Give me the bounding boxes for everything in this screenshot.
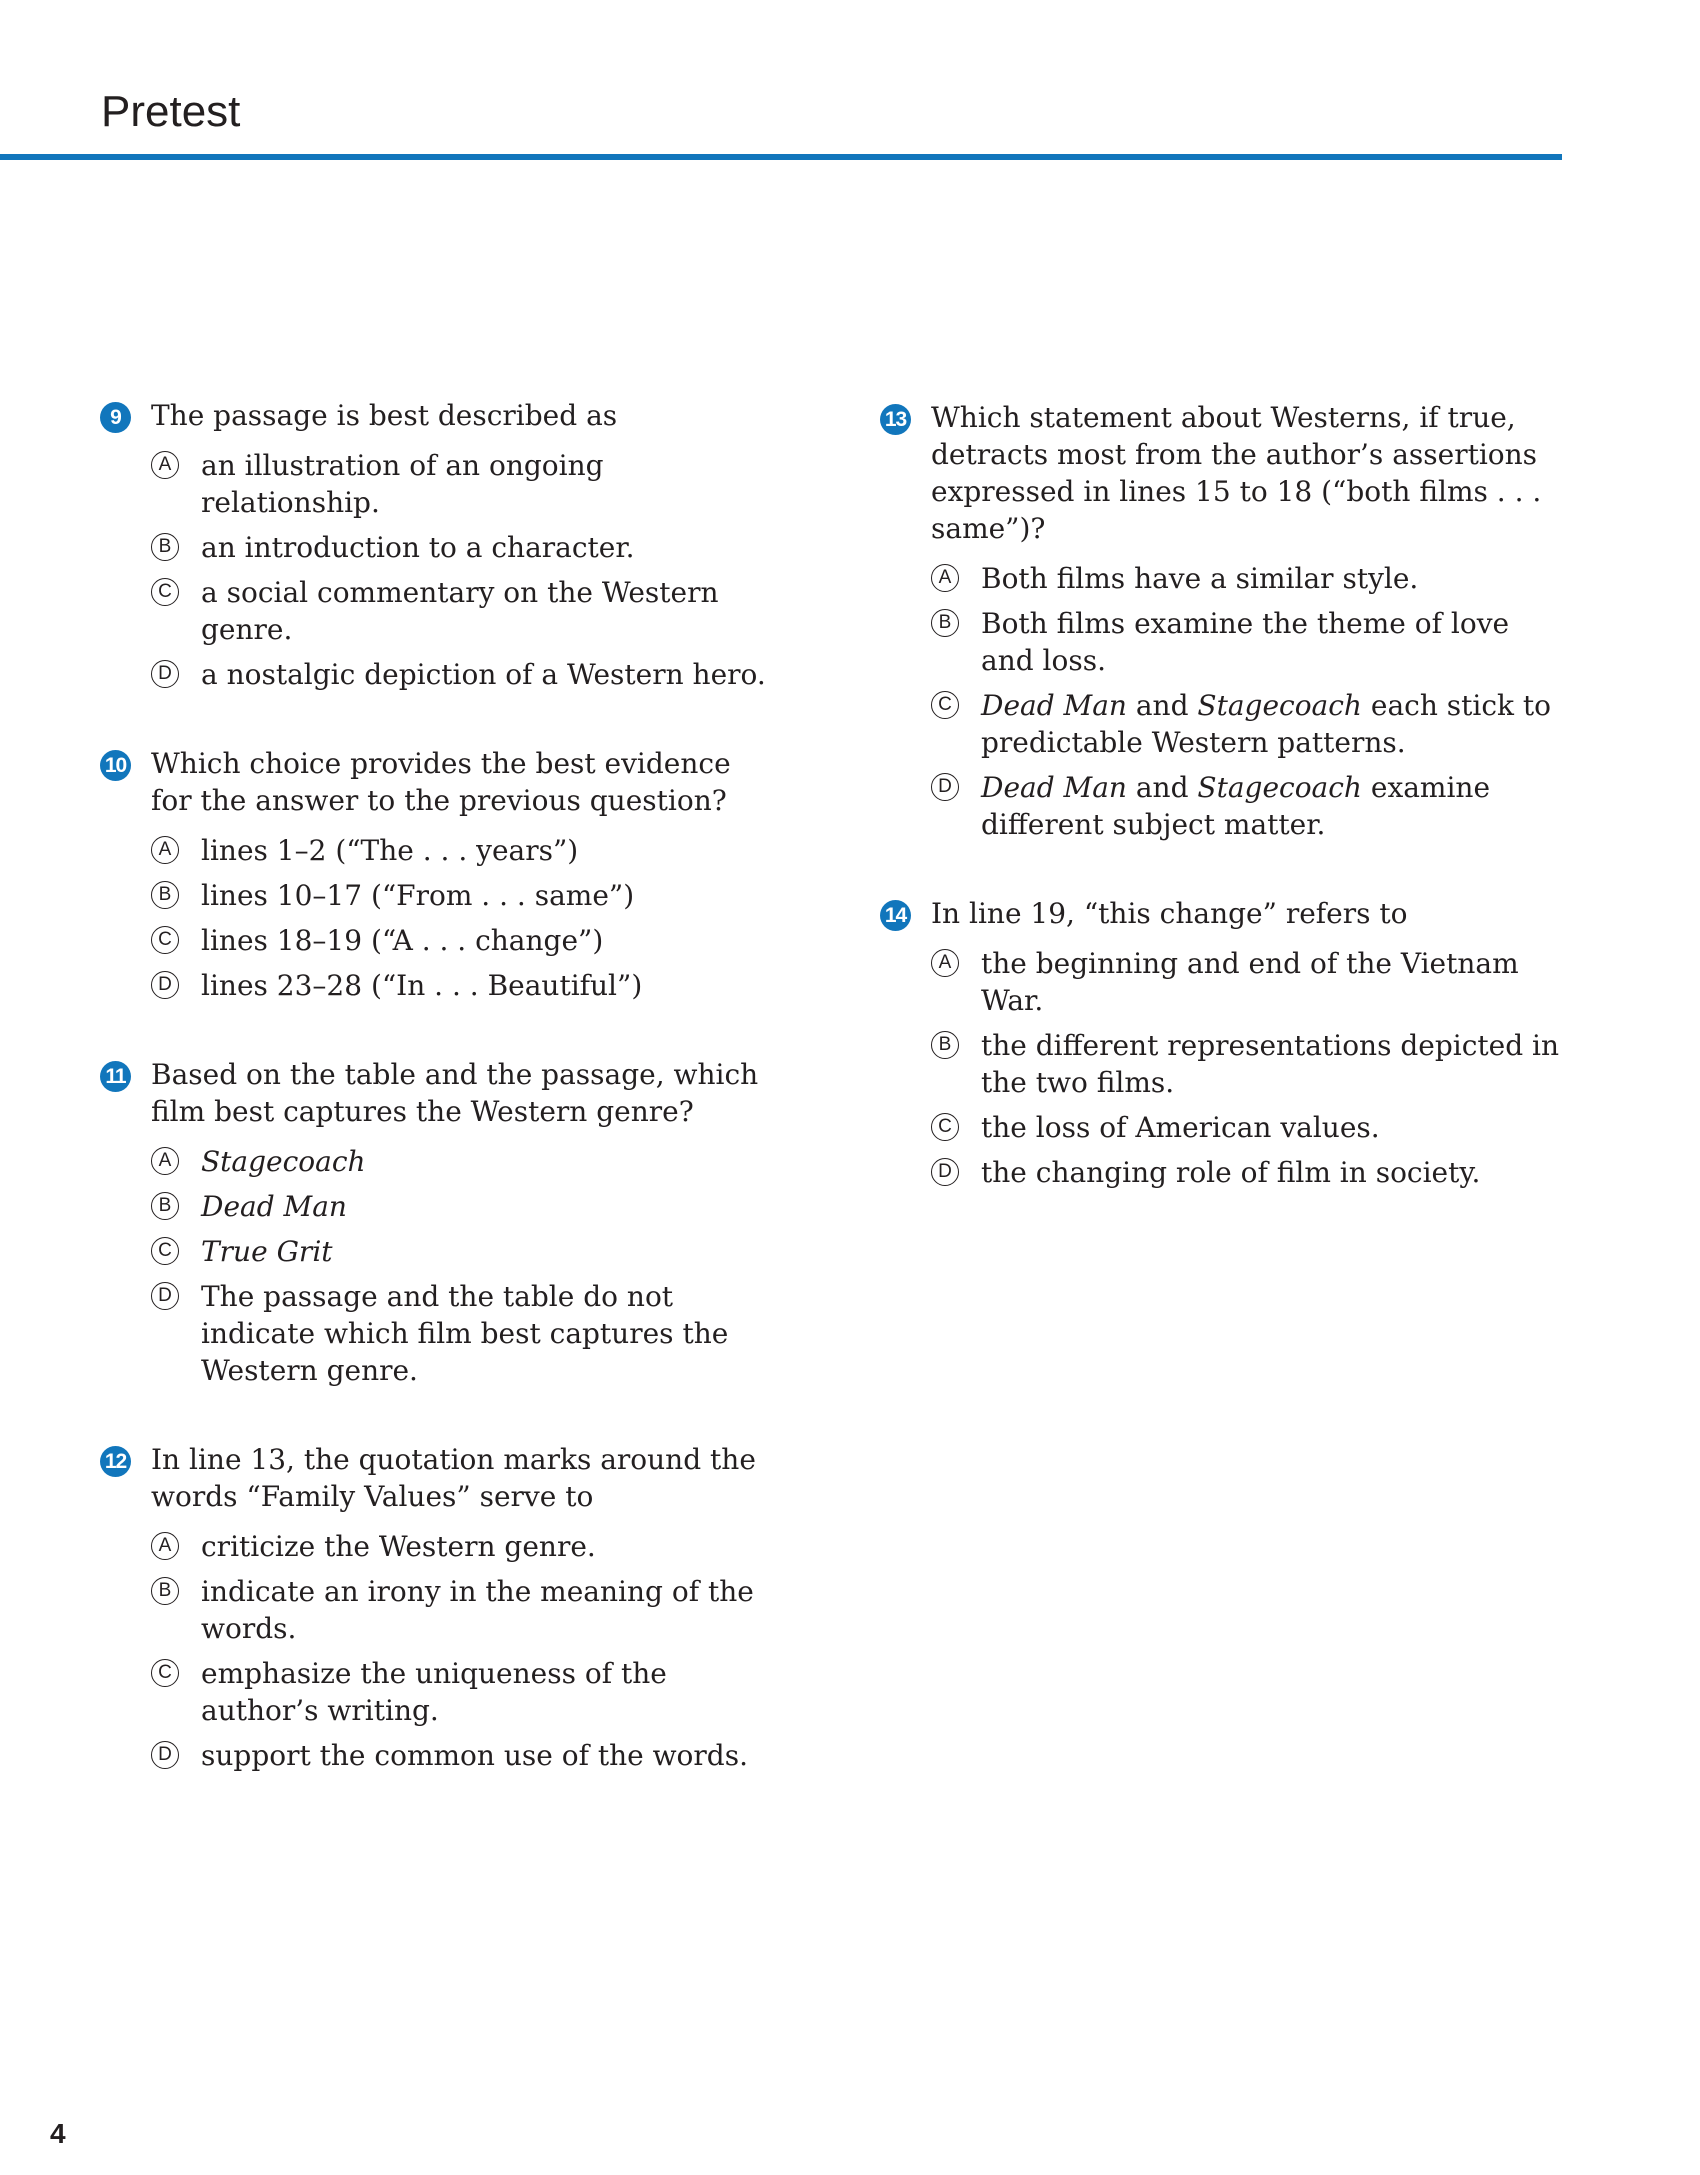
header-rule <box>0 154 1562 160</box>
choice-text: a social commentary on the Western genre. <box>201 576 719 646</box>
choice-bubble[interactable]: A <box>151 836 179 864</box>
choice-bubble[interactable]: B <box>931 1031 959 1059</box>
answer-choice-d[interactable] <box>931 769 1570 843</box>
conjunction: and <box>1126 771 1198 804</box>
answer-choice-b[interactable] <box>151 529 780 566</box>
question-stem: Which choice provides the best evidence for the answer to the previous question? <box>151 747 731 817</box>
answer-choice-b[interactable] <box>151 877 780 914</box>
choice-bubble[interactable]: A <box>151 1532 179 1560</box>
film-title: Stagecoach <box>1197 771 1362 804</box>
choice-text: a nostalgic depiction of a Western hero. <box>201 658 766 691</box>
question-9 <box>100 397 780 693</box>
choice-bubble[interactable]: C <box>151 1237 179 1265</box>
answer-choice-c[interactable] <box>151 574 780 648</box>
answer-choice-c[interactable] <box>151 1233 780 1270</box>
choice-bubble[interactable]: D <box>151 1282 179 1310</box>
question-number-badge: 14 <box>880 900 911 931</box>
answer-choices <box>151 1143 780 1389</box>
answer-choice-a[interactable] <box>151 832 780 869</box>
choice-text: the beginning and end of the Vietnam War. <box>981 947 1519 1017</box>
film-title: Dead Man <box>981 689 1127 722</box>
answer-choice-b[interactable] <box>151 1573 780 1647</box>
answer-choice-b[interactable] <box>931 1027 1570 1101</box>
left-column <box>100 397 780 1826</box>
choice-bubble[interactable]: D <box>151 660 179 688</box>
question-12 <box>100 1441 780 1774</box>
choice-text <box>981 689 1551 759</box>
question-stem: Based on the table and the passage, which film best captures the Western genre? <box>151 1058 759 1128</box>
choice-bubble[interactable]: C <box>151 926 179 954</box>
choice-bubble[interactable]: A <box>151 451 179 479</box>
choice-bubble[interactable]: C <box>151 578 179 606</box>
choice-bubble[interactable]: D <box>931 1158 959 1186</box>
choice-bubble[interactable]: B <box>931 609 959 637</box>
page-title: Pretest <box>101 87 241 136</box>
answer-choice-b[interactable] <box>931 605 1570 679</box>
question-11 <box>100 1056 780 1389</box>
answer-choice-d[interactable] <box>151 1737 780 1774</box>
answer-choice-c[interactable] <box>931 1109 1570 1146</box>
choice-text: lines 23–28 (“In . . . Beautiful”) <box>201 969 643 1002</box>
answer-choice-d[interactable] <box>151 1278 780 1389</box>
question-number-badge: 11 <box>100 1061 131 1092</box>
choice-bubble[interactable]: B <box>151 533 179 561</box>
right-column <box>880 399 1570 1243</box>
choice-bubble[interactable]: C <box>931 1113 959 1141</box>
choice-text: lines 1–2 (“The . . . years”) <box>201 834 579 867</box>
question-stem: Which statement about Westerns, if true, detracts most from the author’s assertions expressed in lines 15 to 18 (“both films . . . same”)? <box>931 401 1542 545</box>
choice-text: Both films examine the theme of love and loss. <box>981 607 1510 677</box>
choice-text: the different representations depicted in the two films. <box>981 1029 1560 1099</box>
answer-choice-d[interactable] <box>151 967 780 1004</box>
choice-text-rest: each stick to predictable Western patterns. <box>981 689 1551 759</box>
choice-text: support the common use of the words. <box>201 1739 748 1772</box>
choice-bubble[interactable]: D <box>151 971 179 999</box>
answer-choice-a[interactable] <box>151 1143 780 1180</box>
answer-choice-b[interactable] <box>151 1188 780 1225</box>
choice-text-rest: examine different subject matter. <box>981 771 1491 841</box>
answer-choices <box>931 560 1570 843</box>
film-title: Stagecoach <box>1197 689 1362 722</box>
question-14 <box>880 895 1570 1191</box>
question-13 <box>880 399 1570 843</box>
choice-bubble[interactable]: C <box>151 1659 179 1687</box>
choice-text: lines 10–17 (“From . . . same”) <box>201 879 635 912</box>
question-number-badge: 10 <box>100 750 131 781</box>
choice-bubble[interactable]: B <box>151 881 179 909</box>
answer-choice-d[interactable] <box>931 1154 1570 1191</box>
answer-choice-a[interactable] <box>931 560 1570 597</box>
answer-choice-d[interactable] <box>151 656 780 693</box>
answer-choice-a[interactable] <box>151 1528 780 1565</box>
answer-choices <box>151 832 780 1004</box>
question-stem: The passage is best described as <box>151 399 618 432</box>
answer-choices <box>931 945 1570 1191</box>
question-number-badge: 13 <box>880 404 911 435</box>
choice-text: an illustration of an ongoing relationship. <box>201 449 604 519</box>
page-number: 4 <box>50 2118 66 2149</box>
choice-text <box>981 771 1490 841</box>
choice-text: lines 18–19 (“A . . . change”) <box>201 924 604 957</box>
choice-text: Stagecoach <box>201 1145 366 1178</box>
choice-text: emphasize the uniqueness of the author’s writing. <box>201 1657 667 1727</box>
question-stem: In line 13, the quotation marks around the words “Family Values” serve to <box>151 1443 756 1513</box>
choice-text: the changing role of film in society. <box>981 1156 1481 1189</box>
answer-choices <box>151 1528 780 1774</box>
film-title: Dead Man <box>981 771 1127 804</box>
choice-bubble[interactable]: B <box>151 1577 179 1605</box>
choice-text: Both films have a similar style. <box>981 562 1419 595</box>
choice-text: criticize the Western genre. <box>201 1530 596 1563</box>
choice-bubble[interactable]: D <box>931 773 959 801</box>
question-number-badge: 9 <box>100 402 131 433</box>
conjunction: and <box>1126 689 1198 722</box>
choice-bubble[interactable]: A <box>931 949 959 977</box>
answer-choice-a[interactable] <box>931 945 1570 1019</box>
question-10 <box>100 745 780 1004</box>
choice-text: indicate an irony in the meaning of the words. <box>201 1575 754 1645</box>
choice-bubble[interactable]: C <box>931 691 959 719</box>
choice-bubble[interactable]: A <box>151 1147 179 1175</box>
answer-choice-c[interactable] <box>151 922 780 959</box>
question-number-badge: 12 <box>100 1446 131 1477</box>
choice-text: an introduction to a character. <box>201 531 635 564</box>
answer-choice-c[interactable] <box>151 1655 780 1729</box>
choice-bubble[interactable]: D <box>151 1741 179 1769</box>
choice-text: Dead Man <box>201 1190 347 1223</box>
choice-bubble[interactable]: B <box>151 1192 179 1220</box>
choice-text: the loss of American values. <box>981 1111 1380 1144</box>
answer-choices <box>151 447 780 693</box>
answer-choice-a[interactable] <box>151 447 780 521</box>
answer-choice-c[interactable] <box>931 687 1570 761</box>
choice-bubble[interactable]: A <box>931 564 959 592</box>
choice-text: The passage and the table do not indicate which film best captures the Western genre. <box>201 1280 729 1387</box>
question-stem: In line 19, “this change” refers to <box>931 897 1408 930</box>
choice-text: True Grit <box>201 1235 333 1268</box>
